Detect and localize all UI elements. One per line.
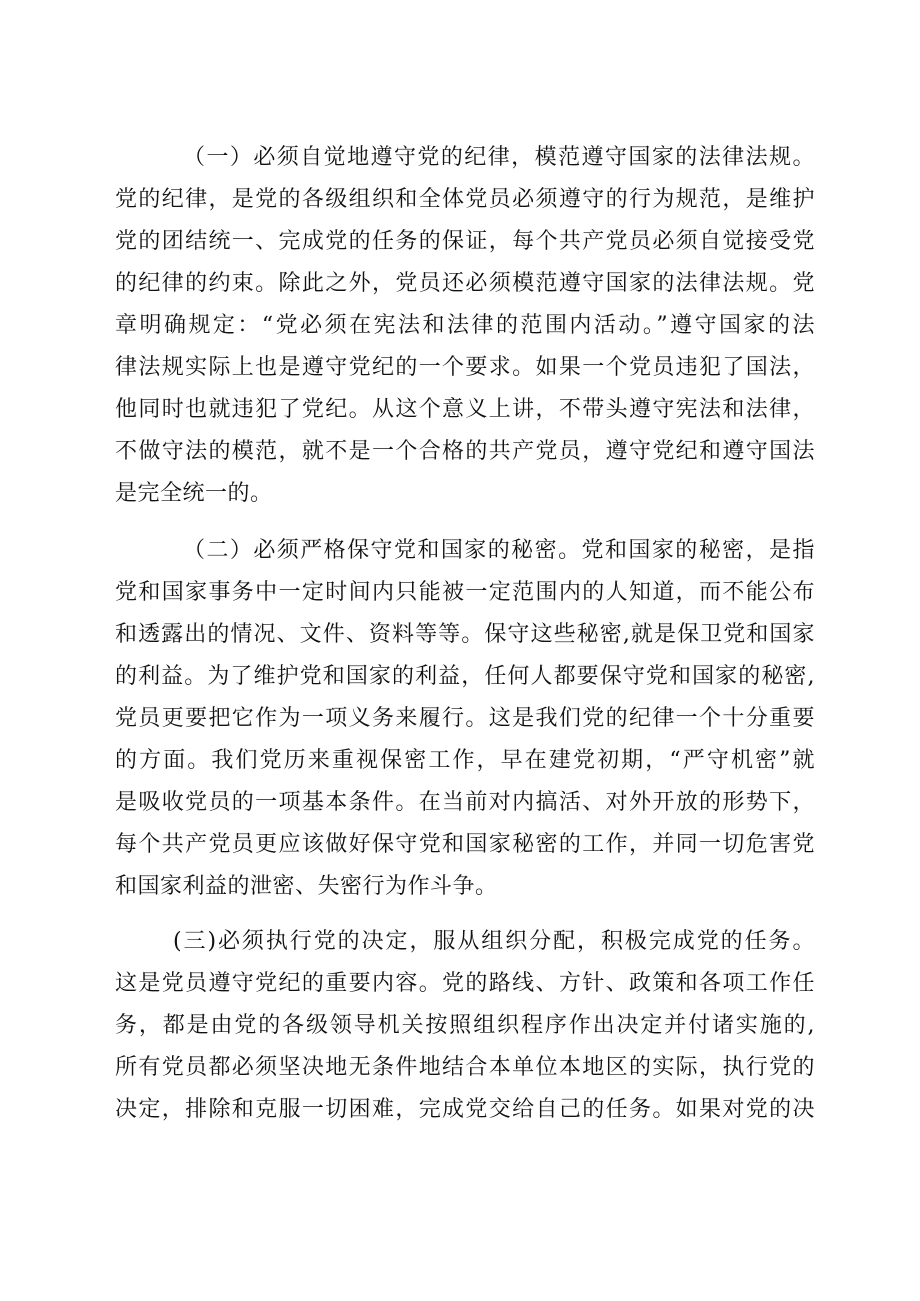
paragraph-3-line-4: 所有党员都必须坚决地无条件地结合本单位本地区的实际，执行党的 bbox=[115, 1055, 815, 1080]
paragraph-1-line-9: 是完全统一的。 bbox=[115, 481, 273, 506]
paragraph-1-line-8: 不做守法的模范，就不是一个合格的共产党员，遵守党纪和遵守国法 bbox=[115, 439, 815, 464]
paragraph-1-line-7: 他同时也就违犯了党纪。从这个意义上讲，不带头遵守宪法和法律， bbox=[115, 397, 815, 422]
paragraph-2-line-2: 党和国家事务中一定时间内只能被一定范围内的人知道，而不能公布 bbox=[115, 580, 815, 605]
paragraph-1-line-6: 律法规实际上也是遵守党纪的一个要求。如果一个党员违犯了国法， bbox=[115, 355, 815, 380]
paragraph-3-line-1: (三)必须执行党的决定，服从组织分配，积极完成党的任务。 bbox=[173, 929, 815, 954]
paragraph-1-line-1: （一）必须自觉地遵守党的纪律，模范遵守国家的法律法规。 bbox=[183, 145, 815, 170]
paragraph-1-line-3: 党的团结统一、完成党的任务的保证，每个共产党员必须自觉接受党 bbox=[115, 229, 815, 254]
paragraph-1-line-2: 党的纪律，是党的各级组织和全体党员必须遵守的行为规范，是维护 bbox=[115, 187, 815, 212]
paragraph-2-line-4: 的利益。为了维护党和国家的利益，任何人都要保守党和国家的秘密, bbox=[115, 664, 815, 689]
paragraph-1-line-4: 的纪律的约束。除此之外，党员还必须模范遵守国家的法律法规。党 bbox=[115, 271, 815, 296]
paragraph-2-line-5: 党员更要把它作为一项义务来履行。这是我们党的纪律一个十分重要 bbox=[115, 706, 815, 731]
paragraph-3-line-2: 这是党员遵守党纪的重要内容。党的路线、方针、政策和各项工作任 bbox=[115, 971, 815, 996]
paragraph-2-line-1: （二）必须严格保守党和国家的秘密。党和国家的秘密，是指 bbox=[183, 538, 815, 563]
paragraph-3-line-5: 决定，排除和克服一切困难，完成党交给自己的任务。如果对党的决 bbox=[115, 1097, 815, 1122]
paragraph-2-line-8: 每个共产党员更应该做好保守党和国家秘密的工作，并同一切危害党 bbox=[115, 832, 815, 857]
paragraph-2-line-9: 和国家利益的泄密、失密行为作斗争。 bbox=[115, 874, 498, 899]
paragraph-2-line-7: 是吸收党员的一项基本条件。在当前对内搞活、对外开放的形势下， bbox=[115, 790, 815, 815]
paragraph-1-line-5: 章明确规定：“党必须在宪法和法律的范围内活动。”遵守国家的法 bbox=[115, 313, 815, 338]
paragraph-2-line-6: 的方面。我们党历来重视保密工作，早在建党初期，“严守机密”就 bbox=[115, 748, 815, 773]
paragraph-2-line-3: 和透露出的情况、文件、资料等等。保守这些秘密,就是保卫党和国家 bbox=[115, 622, 815, 647]
paragraph-3-line-3: 务，都是由党的各级领导机关按照组织程序作出决定并付诸实施的, bbox=[115, 1013, 815, 1038]
